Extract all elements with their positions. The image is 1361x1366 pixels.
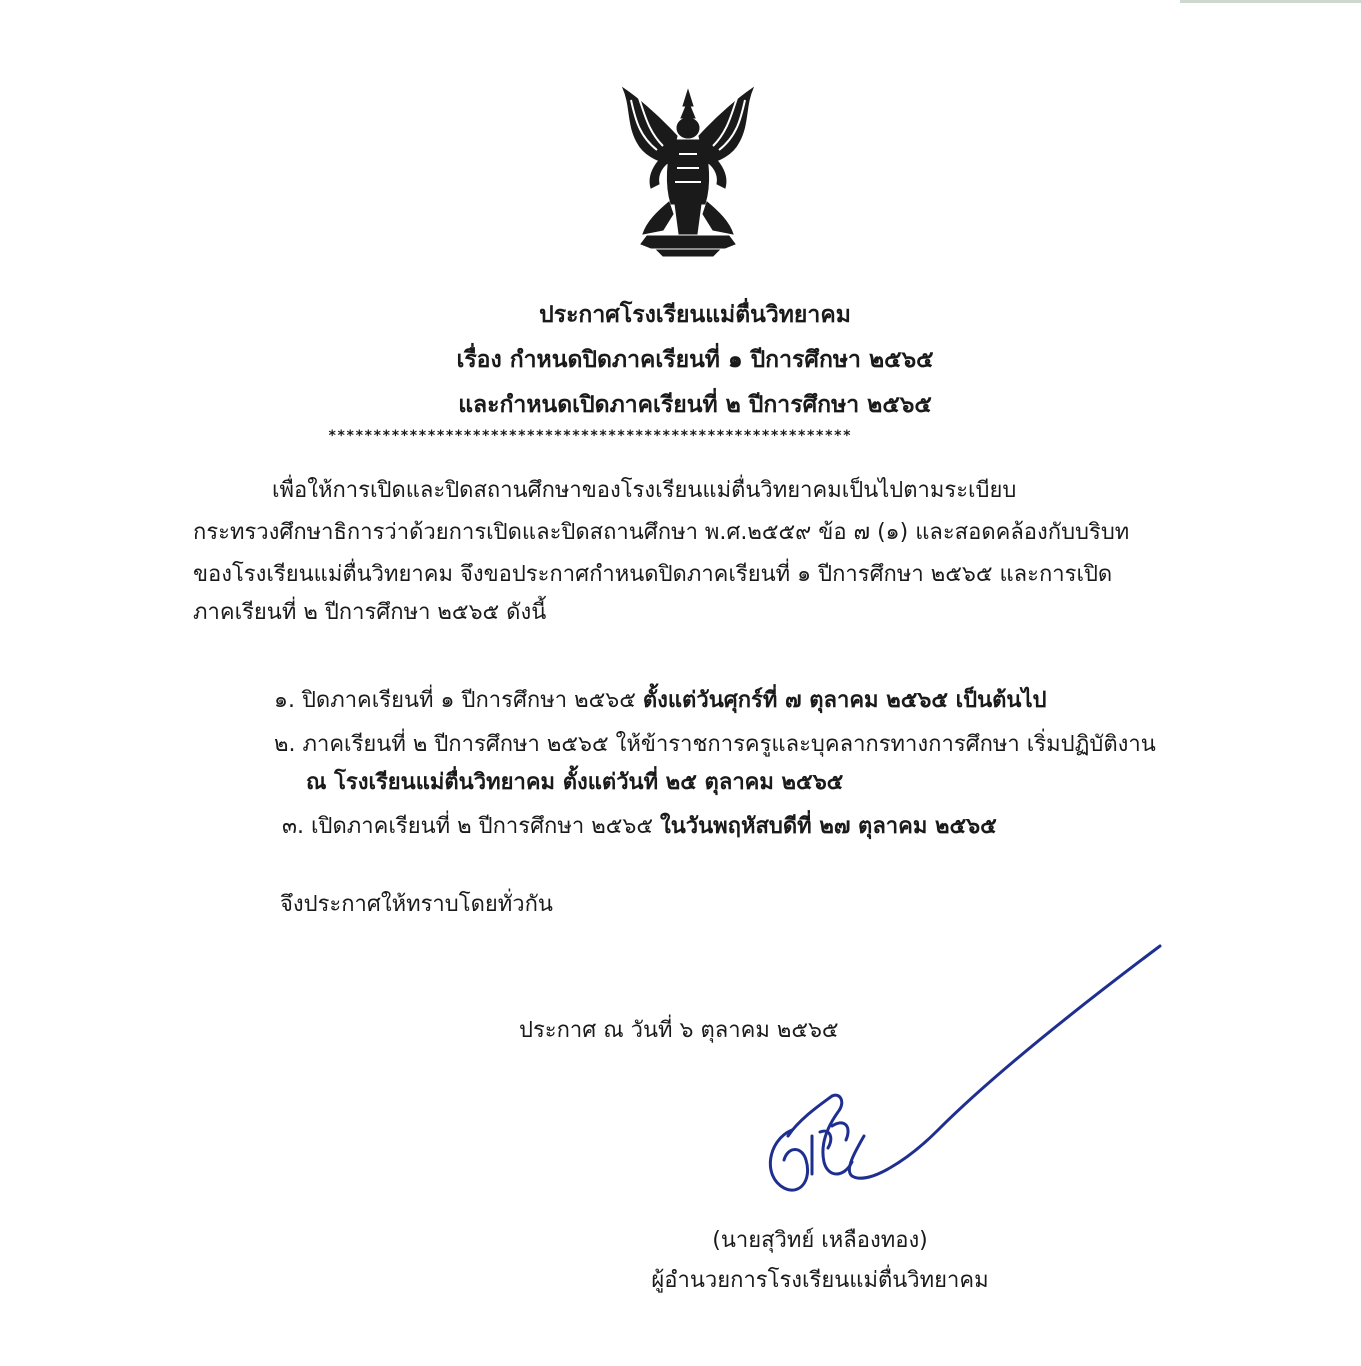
signer-title: ผู้อำนวยการโรงเรียนแม่ตื่นวิทยาคม xyxy=(651,1268,989,1293)
paragraph-line-1: เพื่อให้การเปิดและปิดสถานศึกษาของโรงเรียนแม่ตื่นวิทยาคมเป็นไปตามระเบียบ xyxy=(272,478,1017,503)
list-item-1-text: ๑. ปิดภาคเรียนที่ ๑ ปีการศึกษา ๒๕๖๕ xyxy=(274,688,643,713)
list-item-3-emphasis: ในวันพฤหัสบดีที่ ๒๗ ตุลาคม ๒๕๖๕ xyxy=(659,814,997,839)
closing-statement: จึงประกาศให้ทราบโดยทั่วกัน xyxy=(280,892,553,917)
paragraph-line-3: ของโรงเรียนแม่ตื่นวิทยาคม จึงขอประกาศกำหนดปิดภาคเรียนที่ ๑ ปีการศึกษา ๒๕๖๕ และการเปิด xyxy=(193,562,1113,587)
asterisk-separator: ********************************************************** xyxy=(328,428,852,444)
list-item-1 xyxy=(274,686,1047,716)
list-item-2 xyxy=(274,730,1156,760)
paragraph-line-4: ภาคเรียนที่ ๒ ปีการศึกษา ๒๕๖๕ ดังนี้ xyxy=(193,600,547,625)
announcement-date: ประกาศ ณ วันที่ ๖ ตุลาคม ๒๕๖๕ xyxy=(519,1018,839,1043)
scan-edge-mark xyxy=(1180,0,1361,3)
handwritten-signature xyxy=(748,940,1168,1200)
signer-name: (นายสุวิทย์ เหลืองทอง) xyxy=(712,1228,928,1253)
list-item-1-emphasis: ตั้งแต่วันศุกร์ที่ ๗ ตุลาคม ๒๕๖๕ เป็นต้นไป xyxy=(642,688,1047,713)
list-item-3-text: ๓. เปิดภาคเรียนที่ ๒ ปีการศึกษา ๒๕๖๕ xyxy=(282,814,660,839)
list-item-2-text: ๒. ภาคเรียนที่ ๒ ปีการศึกษา ๒๕๖๕ ให้ข้าราชการครูและบุคลากรทางการศึกษา เริ่มปฏิบัติงาน xyxy=(274,732,1156,757)
paragraph-line-2: กระทรวงศึกษาธิการว่าด้วยการเปิดและปิดสถานศึกษา พ.ศ.๒๕๕๙ ข้อ ๗ (๑) และสอดคล้องกับบริบท xyxy=(193,520,1130,545)
announcement-subject: เรื่อง กำหนดปิดภาคเรียนที่ ๑ ปีการศึกษา ๒๕๖๕ xyxy=(456,347,934,373)
garuda-emblem-icon xyxy=(617,84,759,258)
announcement-subject-line2: และกำหนดเปิดภาคเรียนที่ ๒ ปีการศึกษา ๒๕๖๕ xyxy=(458,392,932,418)
list-item-3 xyxy=(282,812,997,842)
list-item-2-emphasis: ณ โรงเรียนแม่ตื่นวิทยาคม ตั้งแต่วันที่ ๒๕ ตุลาคม ๒๕๖๕ xyxy=(306,770,844,795)
announcement-title: ประกาศโรงเรียนแม่ตื่นวิทยาคม xyxy=(539,302,851,328)
